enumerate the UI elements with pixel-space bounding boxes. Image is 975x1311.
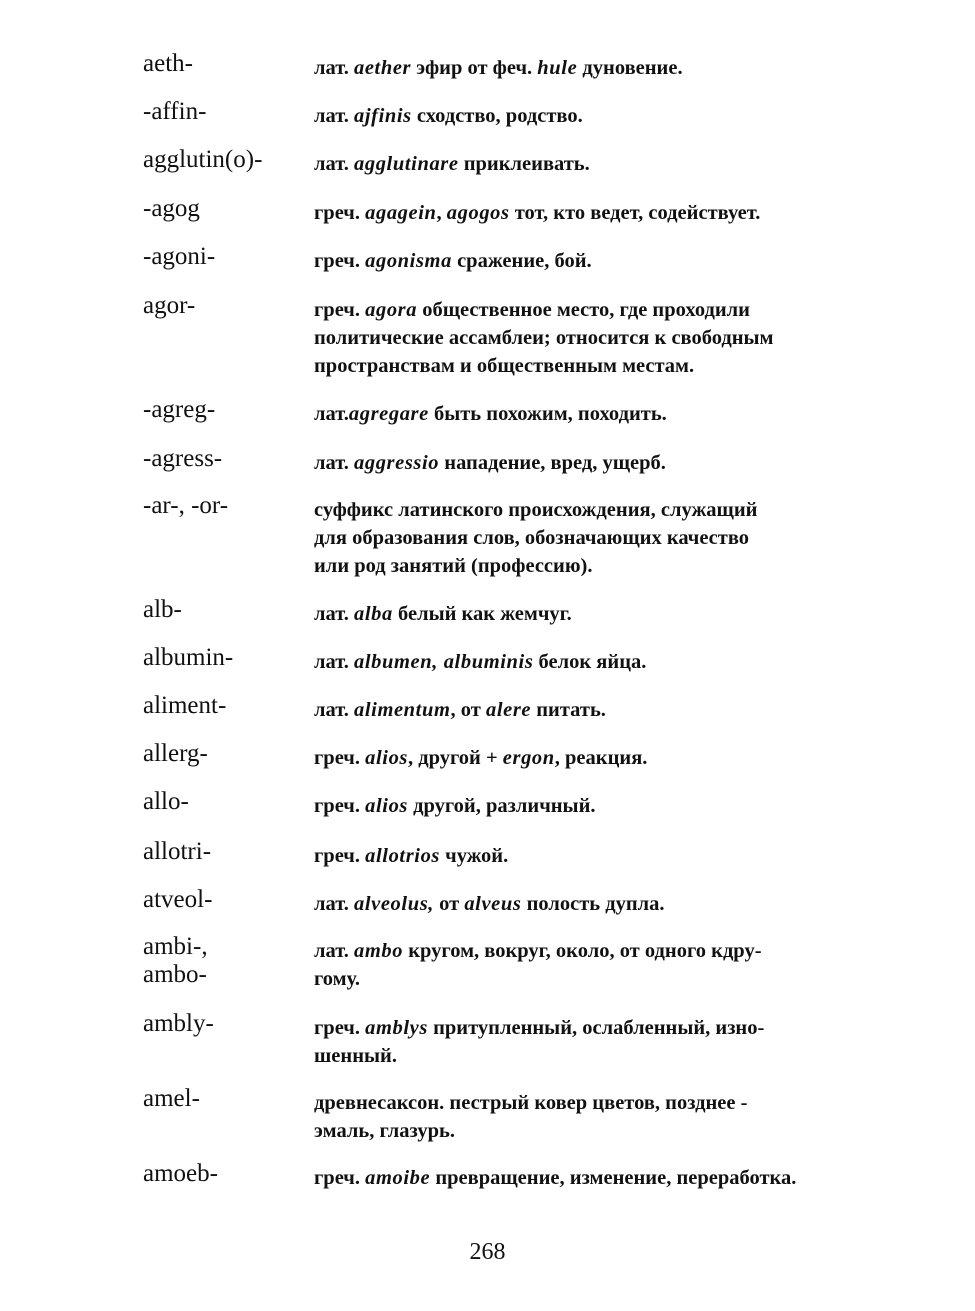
definition-text: греч. bbox=[314, 795, 366, 817]
definition-line bbox=[314, 54, 844, 82]
etymon-word: alimentum bbox=[354, 699, 451, 721]
etymon-word: alere bbox=[485, 699, 532, 721]
definition-text: лат. bbox=[314, 57, 354, 79]
page-number: 268 bbox=[469, 1239, 506, 1265]
entry-definition bbox=[314, 496, 844, 580]
definition-text: лат. bbox=[314, 403, 349, 425]
entry-definition bbox=[314, 696, 844, 724]
definition-text: для образования слов, обозначающих качество bbox=[314, 527, 750, 549]
entry-term: allo- bbox=[143, 788, 189, 815]
etymon-word: amoibe bbox=[365, 1167, 431, 1189]
entry-definition bbox=[314, 54, 844, 82]
definition-text: быть похожим, походить. bbox=[428, 403, 667, 425]
etymon-word: aether bbox=[354, 57, 412, 79]
entry-term: -ar-, -or- bbox=[143, 492, 229, 519]
definition-line bbox=[314, 102, 844, 130]
entry-term: ambly- bbox=[143, 1010, 214, 1037]
etymon-word: ergon bbox=[502, 747, 555, 769]
entry-definition bbox=[314, 792, 844, 820]
entry-definition bbox=[314, 842, 844, 870]
definition-text: эмаль, глазурь. bbox=[314, 1120, 455, 1142]
definition-text: приклеивать. bbox=[458, 153, 590, 175]
definition-line bbox=[314, 199, 844, 227]
definition-text: чужой. bbox=[440, 845, 509, 867]
definition-text: лат. bbox=[314, 940, 354, 962]
definition-text: лат. bbox=[314, 893, 354, 915]
entry-definition bbox=[314, 199, 844, 227]
entry-definition bbox=[314, 890, 844, 918]
entry-definition bbox=[314, 937, 844, 993]
entry-term: -agreg- bbox=[143, 396, 216, 423]
entry-term: atveol- bbox=[143, 886, 213, 913]
entry-term: aliment- bbox=[143, 692, 227, 719]
definition-line bbox=[314, 552, 844, 580]
etymon-word: allotrios bbox=[365, 845, 441, 867]
definition-text: лат. bbox=[314, 153, 354, 175]
entry-definition bbox=[314, 648, 844, 676]
definition-line bbox=[314, 600, 844, 628]
entry-term: -agress- bbox=[143, 445, 223, 472]
entry-term: amel- bbox=[143, 1085, 200, 1112]
definition-line bbox=[314, 1117, 844, 1145]
definition-line bbox=[314, 400, 844, 428]
entry-term: amoeb- bbox=[143, 1160, 218, 1187]
etymon-word: alios bbox=[365, 795, 408, 817]
definition-line bbox=[314, 496, 844, 524]
definition-line bbox=[314, 696, 844, 724]
definition-text: гому. bbox=[314, 968, 360, 990]
entry-definition bbox=[314, 1164, 844, 1192]
entry-term: agor- bbox=[143, 292, 196, 319]
etymon-word: agonisma bbox=[365, 250, 452, 272]
definition-line bbox=[314, 1014, 844, 1042]
definition-text: лат. bbox=[314, 452, 354, 474]
definition-text: греч. bbox=[314, 747, 366, 769]
etymon-word: aggressio bbox=[354, 452, 440, 474]
definition-text: лат. bbox=[314, 651, 354, 673]
entry-definition bbox=[314, 1014, 844, 1070]
definition-text: сходство, родство. bbox=[411, 105, 583, 127]
etymon-word: agagein bbox=[365, 202, 437, 224]
entry-term: -agog bbox=[143, 195, 200, 222]
definition-line bbox=[314, 324, 844, 352]
entry-definition bbox=[314, 400, 844, 428]
definition-text: питать. bbox=[531, 699, 606, 721]
definition-line bbox=[314, 352, 844, 380]
etymon-word: alba bbox=[354, 603, 393, 625]
definition-text: древнесаксон. пестрый ковер цветов, позднее - bbox=[314, 1092, 748, 1114]
definition-text: дуновение. bbox=[577, 57, 683, 79]
definition-text: тот, кто ведет, содействует. bbox=[509, 202, 761, 224]
definition-line bbox=[314, 792, 844, 820]
definition-text: пространствам и общественным местам. bbox=[314, 355, 695, 377]
etymon-word: amblys bbox=[365, 1017, 428, 1039]
etymon-word: alios bbox=[365, 747, 408, 769]
etymon-word: agglutinare bbox=[354, 153, 459, 175]
definition-line bbox=[314, 150, 844, 178]
etymon-word: alveus bbox=[464, 893, 522, 915]
definition-text: , bbox=[436, 202, 447, 224]
definition-line bbox=[314, 648, 844, 676]
definition-text: греч. bbox=[314, 202, 366, 224]
definition-text: общественное место, где проходили bbox=[417, 299, 750, 321]
etymon-word: agora bbox=[365, 299, 418, 321]
definition-text: от bbox=[434, 893, 465, 915]
definition-text: , реакция. bbox=[554, 747, 648, 769]
entry-definition bbox=[314, 744, 844, 772]
entry-definition bbox=[314, 102, 844, 130]
definition-line bbox=[314, 744, 844, 772]
etymon-word: ajfinis bbox=[354, 105, 412, 127]
entry-definition bbox=[314, 1089, 844, 1145]
entry-term: -agoni- bbox=[143, 243, 216, 270]
entry-term: albumin- bbox=[143, 644, 234, 671]
definition-line bbox=[314, 965, 844, 993]
definition-line bbox=[314, 890, 844, 918]
definition-text: нападение, вред, ущерб. bbox=[439, 452, 666, 474]
etymon-word: agregare bbox=[348, 403, 429, 425]
entry-term: allotri- bbox=[143, 838, 212, 865]
definition-text: политические ассамблеи; относится к свободным bbox=[314, 327, 774, 349]
entry-definition bbox=[314, 150, 844, 178]
definition-text: лат. bbox=[314, 603, 354, 625]
definition-line bbox=[314, 247, 844, 275]
definition-text: кругом, вокруг, около, от одного кдру- bbox=[403, 940, 762, 962]
etymon-word: agogos bbox=[446, 202, 510, 224]
entry-term: ambi-, ambo- bbox=[143, 933, 208, 988]
definition-text: другой, различный. bbox=[408, 795, 596, 817]
etymon-word: hule bbox=[537, 57, 578, 79]
entry-term: -affin- bbox=[143, 98, 207, 125]
entry-definition bbox=[314, 296, 844, 380]
definition-text: полость дупла. bbox=[521, 893, 665, 915]
definition-text: шенный. bbox=[314, 1045, 397, 1067]
definition-line bbox=[314, 1164, 844, 1192]
etymon-word: ambo bbox=[354, 940, 404, 962]
definition-text: или род занятий (профессию). bbox=[314, 555, 593, 577]
entry-definition bbox=[314, 247, 844, 275]
definition-text: греч. bbox=[314, 845, 366, 867]
definition-text: суффикс латинского происхождения, служащий bbox=[314, 499, 758, 521]
entry-term: agglutin(o)- bbox=[143, 146, 263, 173]
definition-line bbox=[314, 842, 844, 870]
definition-text: превращение, изменение, переработка. bbox=[430, 1167, 797, 1189]
definition-text: , другой + bbox=[408, 747, 503, 769]
definition-line bbox=[314, 524, 844, 552]
definition-line bbox=[314, 1089, 844, 1117]
entry-term: allerg- bbox=[143, 740, 208, 767]
entry-term: aeth- bbox=[143, 50, 193, 77]
definition-text: сражение, бой. bbox=[451, 250, 592, 272]
definition-line bbox=[314, 937, 844, 965]
definition-text: греч. bbox=[314, 1167, 366, 1189]
definition-text: греч. bbox=[314, 1017, 366, 1039]
definition-line bbox=[314, 449, 844, 477]
definition-text: греч. bbox=[314, 299, 366, 321]
definition-text: белый как жемчуг. bbox=[392, 603, 572, 625]
definition-text: белок яйца. bbox=[533, 651, 647, 673]
definition-text: лат. bbox=[314, 105, 354, 127]
definition-text: греч. bbox=[314, 250, 366, 272]
etymon-word: albumen, albuminis bbox=[354, 651, 534, 673]
definition-text: эфир от феч. bbox=[411, 57, 538, 79]
definition-text: притупленный, ослабленный, изно- bbox=[427, 1017, 765, 1039]
definition-line bbox=[314, 1042, 844, 1070]
etymon-word: alveolus, bbox=[354, 893, 434, 915]
entry-definition bbox=[314, 449, 844, 477]
definition-text: лат. bbox=[314, 699, 354, 721]
entry-term: alb- bbox=[143, 596, 182, 623]
entry-definition bbox=[314, 600, 844, 628]
definition-text: , от bbox=[450, 699, 486, 721]
definition-line bbox=[314, 296, 844, 324]
